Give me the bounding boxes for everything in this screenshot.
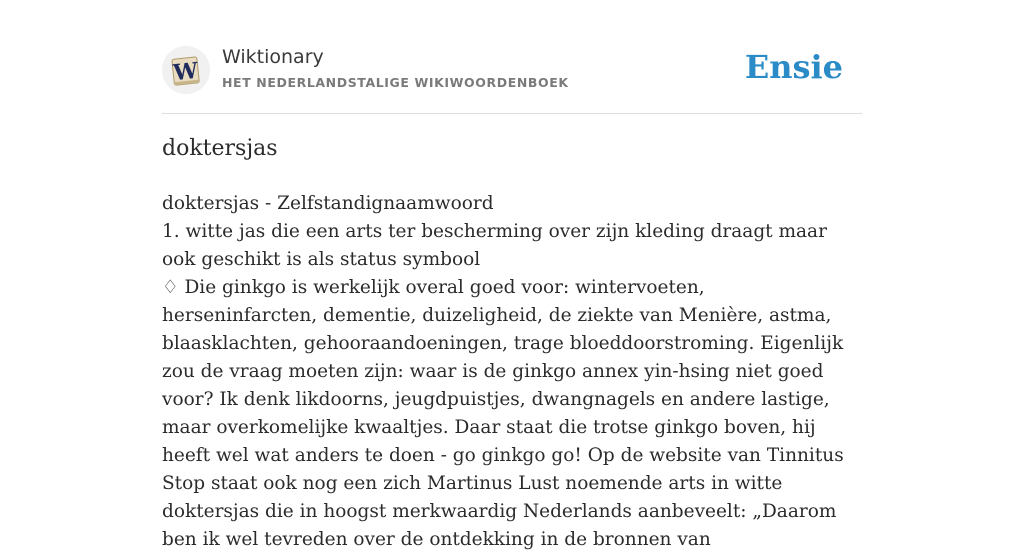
brand-logo[interactable]: Ensie	[744, 48, 843, 86]
header-divider	[162, 113, 862, 114]
entry-content	[162, 190, 852, 554]
wiktionary-logo-icon[interactable]	[162, 46, 210, 94]
svg-text:W: W	[172, 57, 200, 87]
site-tagline: HET NEDERLANDSTALIGE WIKIWOORDENBOEK	[222, 75, 569, 90]
entry-example: ♢ Die ginkgo is werkelijk overal goed voor: wintervoeten, herseninfarcten, dementie, duizeligheid, de ziekte van Menière, astma, blaasklachten, gehooraandoeningen, trage bloeddoorstroming. Eigenlijk zou de vraag moeten zijn: waar is de ginkgo annex yin-hsing niet goed voor? Ik denk likdoorns, jeugdpuistjes, dwangnagels en andere lastige, maar overkomelijke kwaaltjes. Daar staat die trotse ginkgo boven, hij heeft wel wat anders te doen - go ginkgo go! Op de website van Tinnitus Stop staat ook nog een zich Martinus Lust noemende arts in witte doktersjas die in hoogst merkwaardig Nederlands aanbeveelt: „Daarom ben ik wel tevreden over de ontdekking in de bronnen van	[162, 277, 844, 550]
page-title: doktersjas	[162, 136, 278, 161]
site-name[interactable]: Wiktionary	[222, 46, 324, 68]
entry-heading: doktersjas - Zelfstandignaamwoord	[162, 193, 494, 214]
entry-definition: 1. witte jas die een arts ter bescherming over zijn kleding draagt maar ook geschikt is als status symbool	[162, 221, 827, 270]
header	[162, 44, 862, 114]
